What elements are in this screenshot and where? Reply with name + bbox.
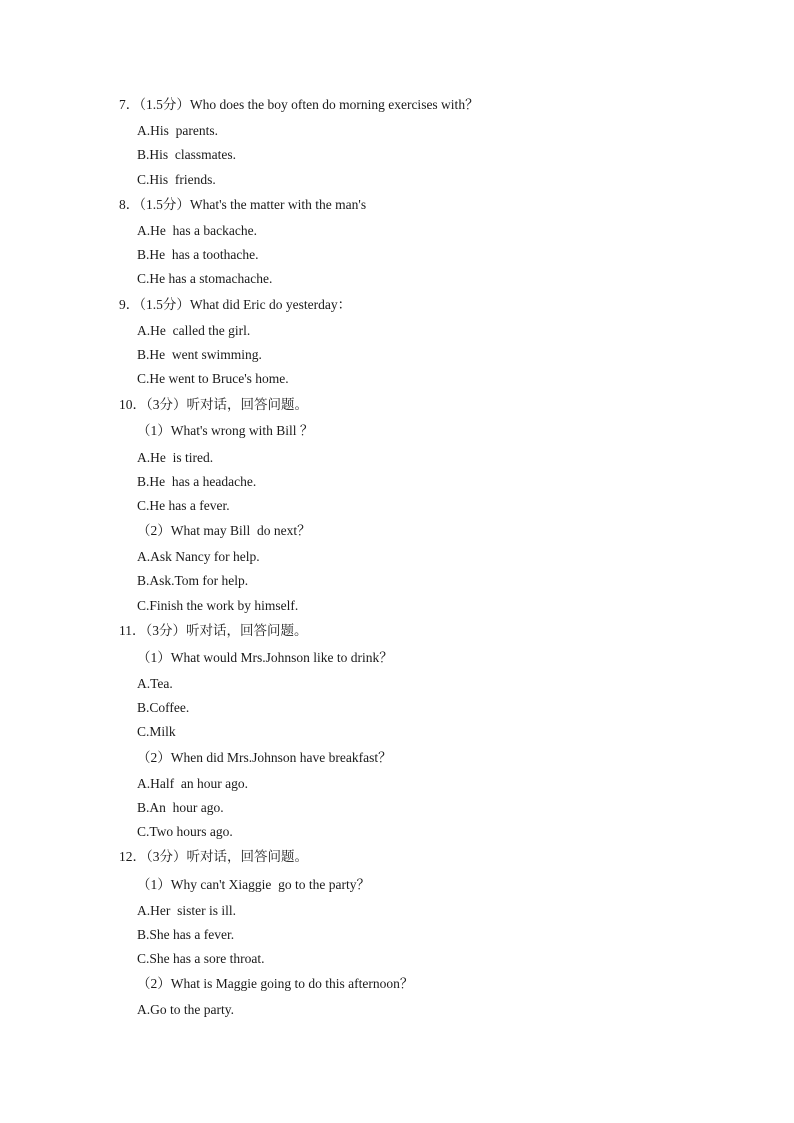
option-text: C.He has a stomachache. <box>137 271 273 286</box>
sub-question: （2）What may Bill do next？ <box>137 523 311 538</box>
question-9-stem: 9．（1.5分）What did Eric do yesterday： <box>119 297 352 312</box>
sub-question: （1）What's wrong with Bill ？ <box>137 423 314 438</box>
option-text: C.His friends. <box>137 172 216 187</box>
option-text: B.Coffee. <box>137 700 190 715</box>
question-11-stem: 11．（3分）听对话，回答问题。 <box>119 623 308 638</box>
option-text: A.Her sister is ill. <box>137 903 236 918</box>
option-text: C.Finish the work by himself. <box>137 598 299 613</box>
option-text: C.Milk <box>137 724 176 739</box>
option-text: B.He has a toothache. <box>137 247 259 262</box>
option-text: A.Go to the party. <box>137 1002 234 1017</box>
sub-question: （1）What would Mrs.Johnson like to drink？ <box>137 650 393 665</box>
option-text: B.Ask.Tom for help. <box>137 573 249 588</box>
option-text: A.Tea. <box>137 676 173 691</box>
option-text: A.He called the girl. <box>137 323 251 338</box>
option-text: A.His parents. <box>137 123 218 138</box>
question-7-stem: 7．（1.5分）Who does the boy often do morning exercises with？ <box>119 97 479 112</box>
option-text: B.She has a fever. <box>137 927 235 942</box>
option-text: A.He is tired. <box>137 450 214 465</box>
option-text: A.He has a backache. <box>137 223 257 238</box>
sub-question: （1）Why can't Xiaggie go to the party？ <box>137 877 371 892</box>
option-text: C.Two hours ago. <box>137 824 233 839</box>
option-text: B.He went swimming. <box>137 347 262 362</box>
option-text: C.He went to Bruce's home. <box>137 371 289 386</box>
option-text: B.An hour ago. <box>137 800 224 815</box>
question-10-stem: 10．（3分）听对话，回答问题。 <box>119 397 308 412</box>
sub-question: （2）When did Mrs.Johnson have breakfast？ <box>137 750 392 765</box>
question-8-stem: 8．（1.5分）What's the matter with the man's <box>119 197 367 212</box>
option-text: C.She has a sore throat. <box>137 951 265 966</box>
option-text: A.Half an hour ago. <box>137 776 248 791</box>
question-12-stem: 12．（3分）听对话，回答问题。 <box>119 849 308 864</box>
option-text: B.His classmates. <box>137 147 236 162</box>
option-text: B.He has a headache. <box>137 474 257 489</box>
option-text: C.He has a fever. <box>137 498 230 513</box>
sub-question: （2）What is Maggie going to do this afternoon？ <box>137 976 414 991</box>
option-text: A.Ask Nancy for help. <box>137 549 260 564</box>
